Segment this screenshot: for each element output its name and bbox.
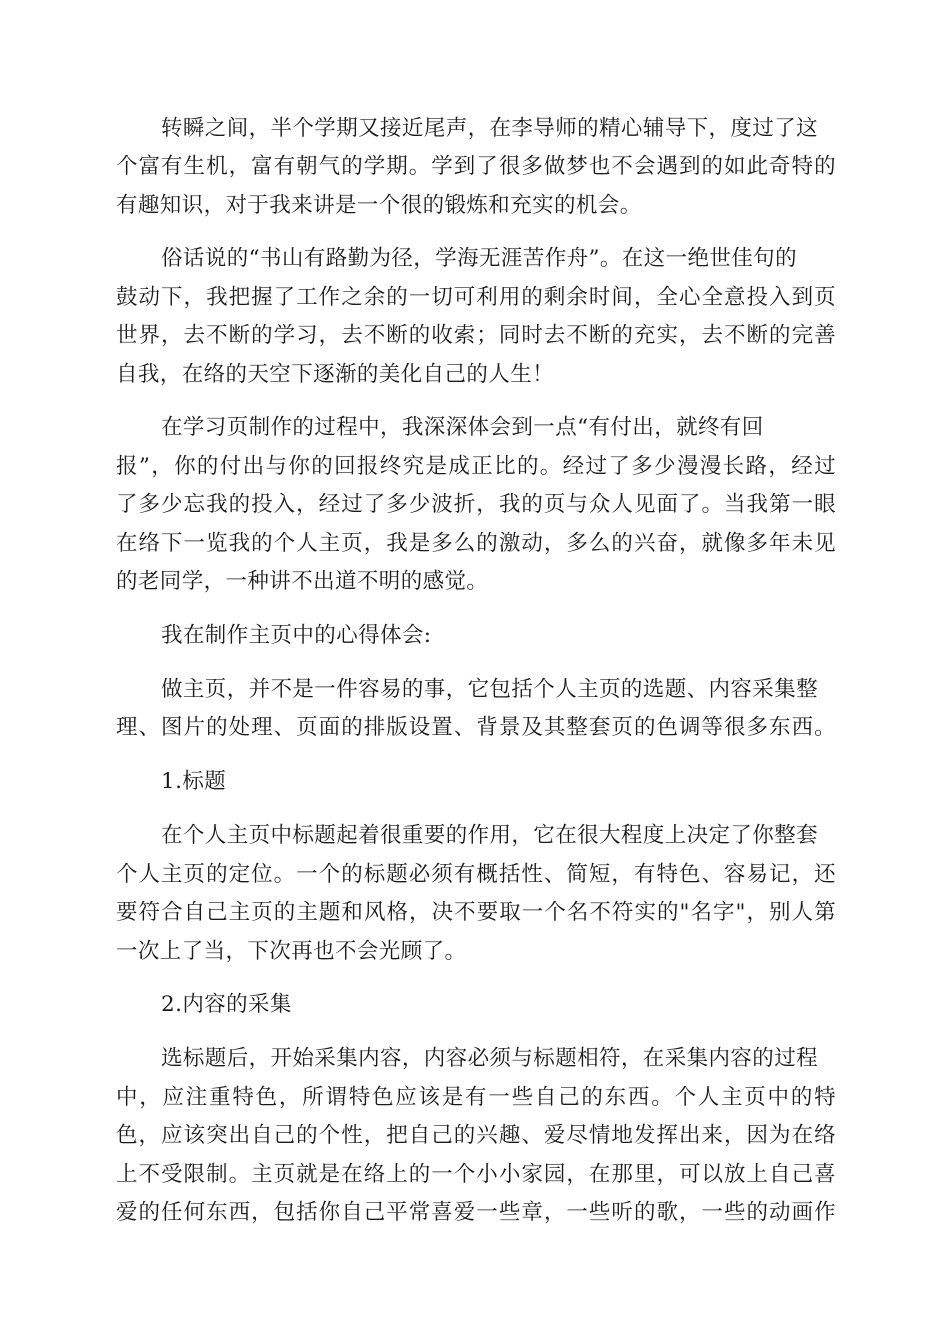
section-heading-1: 1.标题 <box>161 769 227 794</box>
paragraph-5-line-1: 做主页，并不是一件容易的事，它包括个人主页的选题、内容采集整 <box>161 677 819 702</box>
paragraph-1-line-2: 个富有生机，富有朝气的学期。学到了很多做梦也不会遇到的如此奇特的 <box>116 154 836 179</box>
section-heading-2: 2.内容的采集 <box>161 992 292 1017</box>
paragraph-3-line-2: 报”，你的付出与你的回报终究是成正比的。经过了多少漫漫长路，经过 <box>116 454 836 479</box>
paragraph-2-line-3: 世界，去不断的学习，去不断的收索；同时去不断的充实，去不断的完善 <box>116 323 836 348</box>
paragraph-3-line-1: 在学习页制作的过程中，我深深体会到一点“有付出，就终有回 <box>161 415 764 440</box>
paragraph-3-line-3: 了多少忘我的投入，经过了多少波折，我的页与众人见面了。当我第一眼 <box>116 492 836 517</box>
paragraph-7-line-1: 选标题后，开始采集内容，内容必须与标题相符，在采集内容的过程 <box>161 1046 819 1071</box>
paragraph-1-line-3: 有趣知识，对于我来讲是一个很的锻炼和充实的机会。 <box>116 193 642 218</box>
paragraph-2-line-2: 鼓动下，我把握了工作之余的一切可利用的剩余时间，全心全意投入到页 <box>116 285 836 310</box>
paragraph-6-line-4: 一次上了当，下次再也不会光顾了。 <box>116 939 467 964</box>
paragraph-2-line-1: 俗话说的“书山有路勤为径，学海无涯苦作舟”。在这一绝世佳句的 <box>161 246 797 271</box>
paragraph-4-line-1: 我在制作主页中的心得体会: <box>161 623 432 648</box>
paragraph-2-line-4: 自我，在络的天空下逐渐的美化自己的人生！ <box>116 362 555 387</box>
paragraph-3-line-4: 在络下一览我的个人主页，我是多么的激动，多么的兴奋，就像多年未见 <box>116 531 836 556</box>
paragraph-7-line-2: 中，应注重特色，所谓特色应该是有一些自己的东西。个人主页中的特 <box>116 1085 836 1110</box>
paragraph-6-line-2: 个人主页的定位。一个的标题必须有概括性、简短，有特色、容易记，还 <box>116 862 836 887</box>
paragraph-5-line-2: 理、图片的处理、页面的排版设置、背景及其整套页的色调等很多东西。 <box>116 715 836 740</box>
paragraph-7-line-5: 爱的任何东西，包括你自己平常喜爱一些章，一些听的歌，一些的动画作 <box>116 1200 836 1225</box>
paragraph-6-line-1: 在个人主页中标题起着很重要的作用，它在很大程度上决定了你整套 <box>161 823 819 848</box>
paragraph-3-line-5: 的老同学，一种讲不出道不明的感觉。 <box>116 569 489 594</box>
paragraph-1-line-1: 转瞬之间，半个学期又接近尾声，在李导师的精心辅导下，度过了这 <box>161 116 819 141</box>
paragraph-7-line-4: 上不受限制。主页就是在络上的一个小小家园，在那里，可以放上自己喜 <box>116 1162 836 1187</box>
paragraph-7-line-3: 色，应该突出自己的个性，把自己的兴趣、爱尽情地发挥出来，因为在络 <box>116 1123 836 1148</box>
paragraph-6-line-3: 要符合自己主页的主题和风格，决不要取一个名不符实的"名字"，别人第 <box>116 900 836 925</box>
